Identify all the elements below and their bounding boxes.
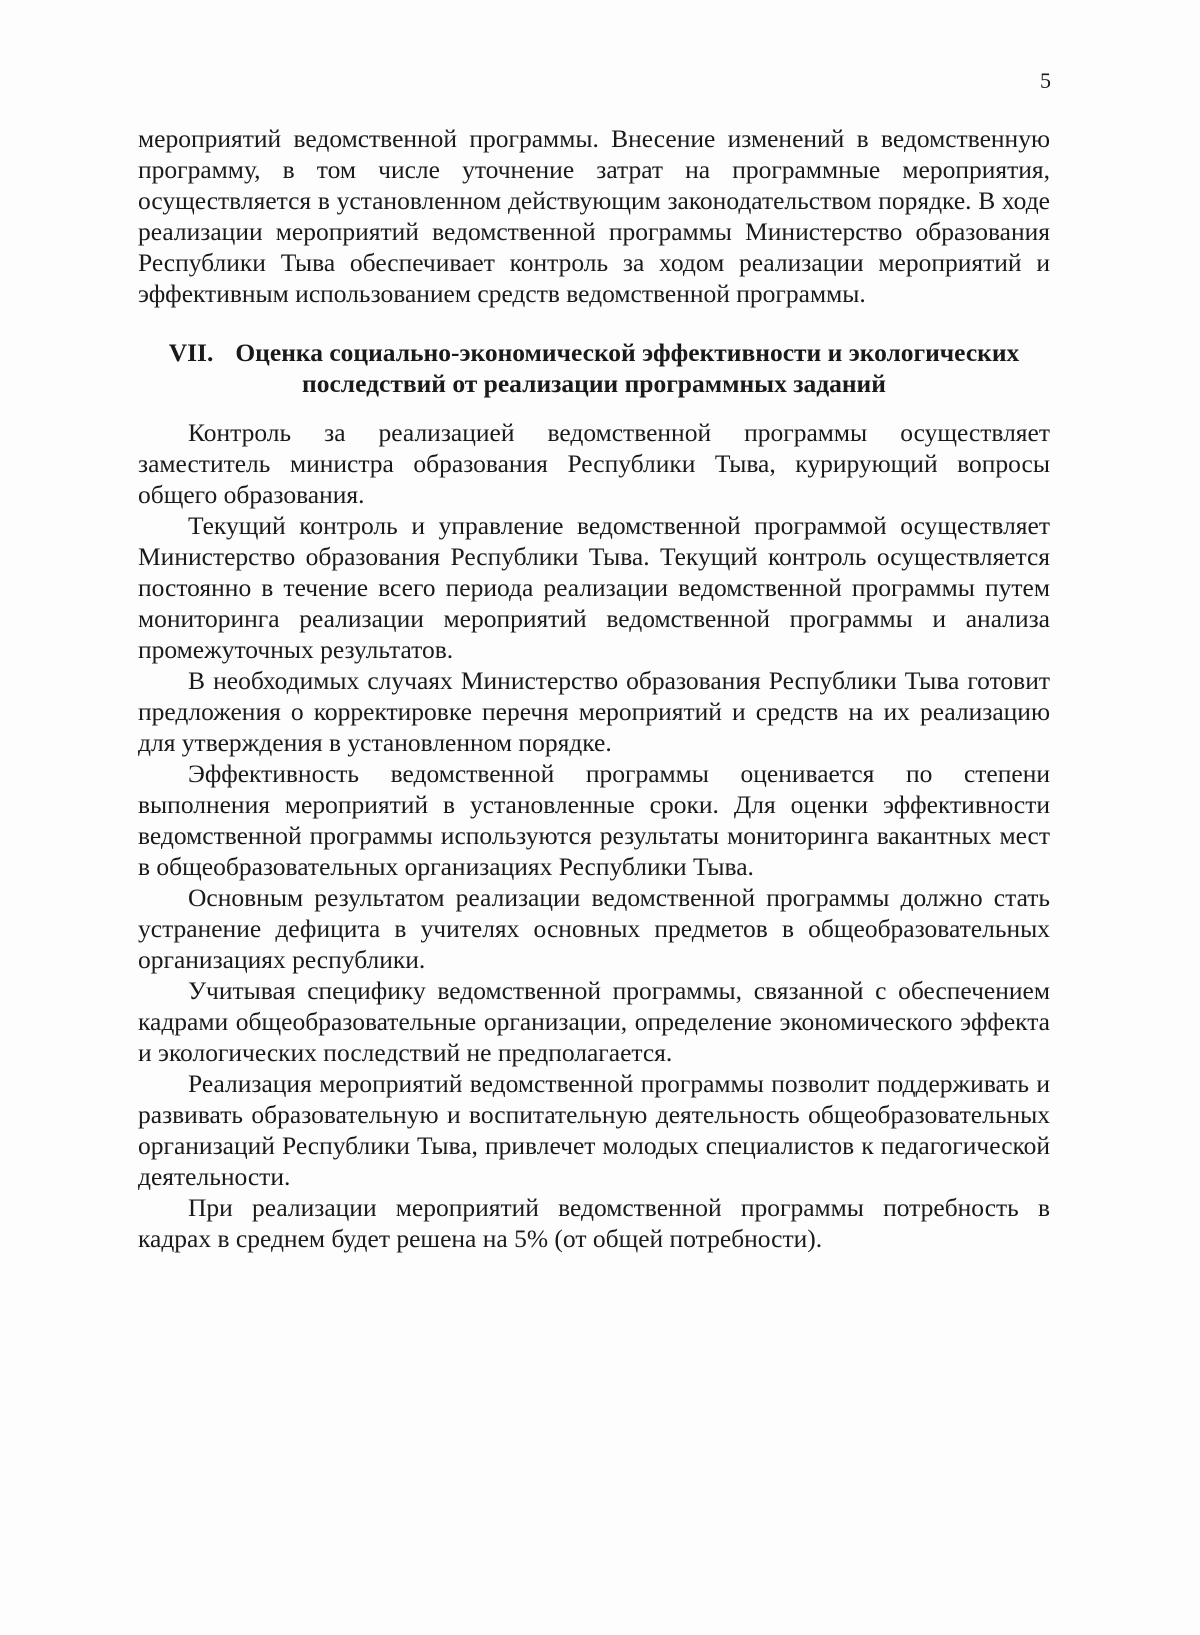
section-heading: [138, 337, 1050, 399]
paragraph-specifics: Учитывая специфику ведомственной программы, связанной с обеспечением кадрами общеобразовательные организации, определение экономического эффекта и экологических последствий не предполагается.: [138, 976, 1050, 1067]
paragraph-staffing-need: При реализации мероприятий ведомственной программы потребность в кадрах в среднем будет решена на 5% (от общей потребности).: [138, 1193, 1050, 1253]
section-title-line-1: Оценка социально-экономической эффективности и экологических: [235, 338, 1020, 367]
section-number: VII.: [168, 338, 214, 367]
paragraph-efficiency: Эффективность ведомственной программы оценивается по степени выполнения мероприятий в установленные сроки. Для оценки эффективности ведомственной программы используются результаты мониторинга вакантных мест в общеобразовательных организациях Республики Тыва.: [138, 759, 1050, 881]
paragraph-main-result: Основным результатом реализации ведомственной программы должно стать устранение дефицита в учителях основных предметов в общеобразовательных организациях республики.: [138, 883, 1050, 974]
intro-paragraph: мероприятий ведомственной программы. Внесение изменений в ведомственную программу, в том числе уточнение затрат на программные мероприятия, осуществляется в установленном действующим законодательством порядке. В ходе реализации мероприятий ведомственной программы Министерство образования Республики Тыва обеспечивает контроль за ходом реализации мероприятий и эффективным использованием средств ведомственной программы.: [138, 124, 1050, 308]
document-body: [138, 123, 1050, 1254]
section-title-line-2: последствий от реализации программных заданий: [302, 369, 886, 398]
paragraph-current-control: Текущий контроль и управление ведомственной программой осуществляет Министерство образования Республики Тыва. Текущий контроль осуществляется постоянно в течение всего периода реализации ведомственной программы путем мониторинга реализации мероприятий ведомственной программы и анализа промежуточных результатов.: [138, 511, 1050, 664]
paragraph-control: Контроль за реализацией ведомственной программы осуществляет заместитель министра образования Республики Тыва, курирующий вопросы общего образования.: [138, 418, 1050, 509]
section-heading-line-1: [138, 337, 1050, 368]
paragraph-adjustments: В необходимых случаях Министерство образования Республики Тыва готовит предложения о корректировке перечня мероприятий и средств на их реализацию для утверждения в установленном порядке.: [138, 666, 1050, 757]
paragraph-implementation: Реализация мероприятий ведомственной программы позволит поддерживать и развивать образовательную и воспитательную деятельность общеобразовательных организаций Республики Тыва, привлечет молодых специалистов к педагогической деятельности.: [138, 1069, 1050, 1191]
page-number: 5: [1040, 68, 1051, 93]
